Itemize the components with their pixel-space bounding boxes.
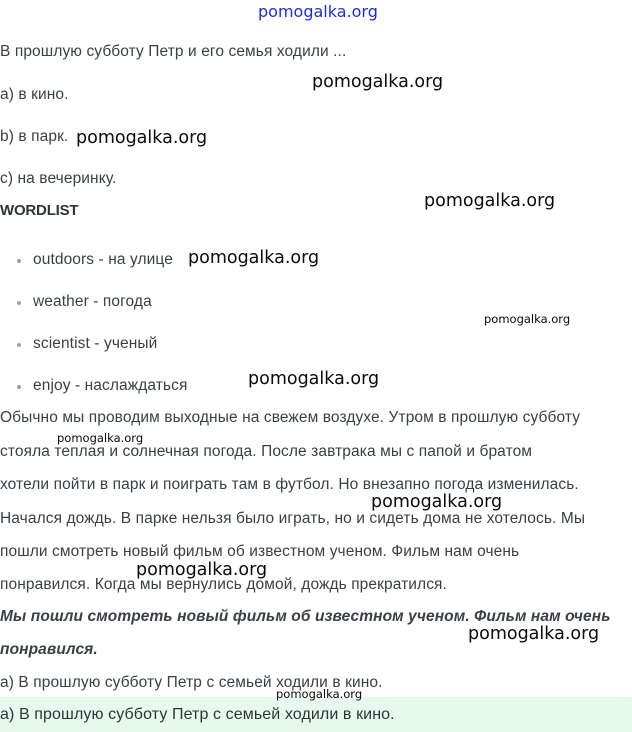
- passage-line: стояла теплая и солнечная погода. После завтрака мы с папой и братом: [0, 443, 533, 460]
- bullet-icon: [17, 385, 21, 389]
- answer-line: a) В прошлую субботу Петр с семьей ходили в кино.: [0, 674, 383, 691]
- watermark: pomogalka.org: [276, 687, 363, 701]
- watermark: pomogalka.org: [76, 128, 208, 148]
- passage-line: Начался дождь. В парке нельзя было играть, но и сидеть дома не хотелось. Мы: [0, 510, 586, 527]
- watermark: pomogalka.org: [188, 248, 320, 268]
- watermark: pomogalka.org: [468, 624, 600, 644]
- watermark: pomogalka.org: [248, 369, 380, 389]
- option-b: b) в парк.: [0, 128, 69, 145]
- watermark-top: pomogalka.org: [258, 2, 378, 21]
- question-text: В прошлую субботу Петр и его семья ходили ...: [0, 43, 347, 60]
- final-answer: a) В прошлую субботу Петр с семьей ходили в кино.: [0, 706, 395, 723]
- option-a: a) в кино.: [0, 86, 69, 103]
- wordlist-item: scientist - ученый: [33, 335, 158, 352]
- watermark: pomogalka.org: [57, 431, 144, 445]
- watermark: pomogalka.org: [312, 72, 444, 92]
- wordlist-heading: WORDLIST: [0, 202, 79, 219]
- highlight-line: Мы пошли смотреть новый фильм об известном ученом. Фильм нам очень: [0, 608, 611, 625]
- watermark: pomogalka.org: [484, 312, 571, 326]
- passage-line: пошли смотреть новый фильм об известном ученом. Фильм нам очень: [0, 543, 520, 560]
- wordlist-item: enjoy - наслаждаться: [33, 377, 188, 394]
- passage-line: Обычно мы проводим выходные на свежем воздухе. Утром в прошлую субботу: [0, 409, 581, 426]
- watermark: pomogalka.org: [371, 492, 503, 512]
- highlight-line: понравился.: [0, 641, 98, 658]
- watermark: pomogalka.org: [424, 191, 556, 211]
- bullet-icon: [17, 343, 21, 347]
- passage-line: хотели пойти в парк и поиграть там в футбол. Но внезапно погода изменилась.: [0, 476, 579, 493]
- bullet-icon: [17, 301, 21, 305]
- wordlist-item: outdoors - на улице: [33, 251, 173, 268]
- bullet-icon: [17, 259, 21, 263]
- passage-line: понравился. Когда мы вернулись домой, дождь прекратился.: [0, 576, 447, 593]
- watermark: pomogalka.org: [136, 560, 268, 580]
- wordlist-item: weather - погода: [33, 293, 152, 310]
- option-c: c) на вечеринку.: [0, 170, 117, 187]
